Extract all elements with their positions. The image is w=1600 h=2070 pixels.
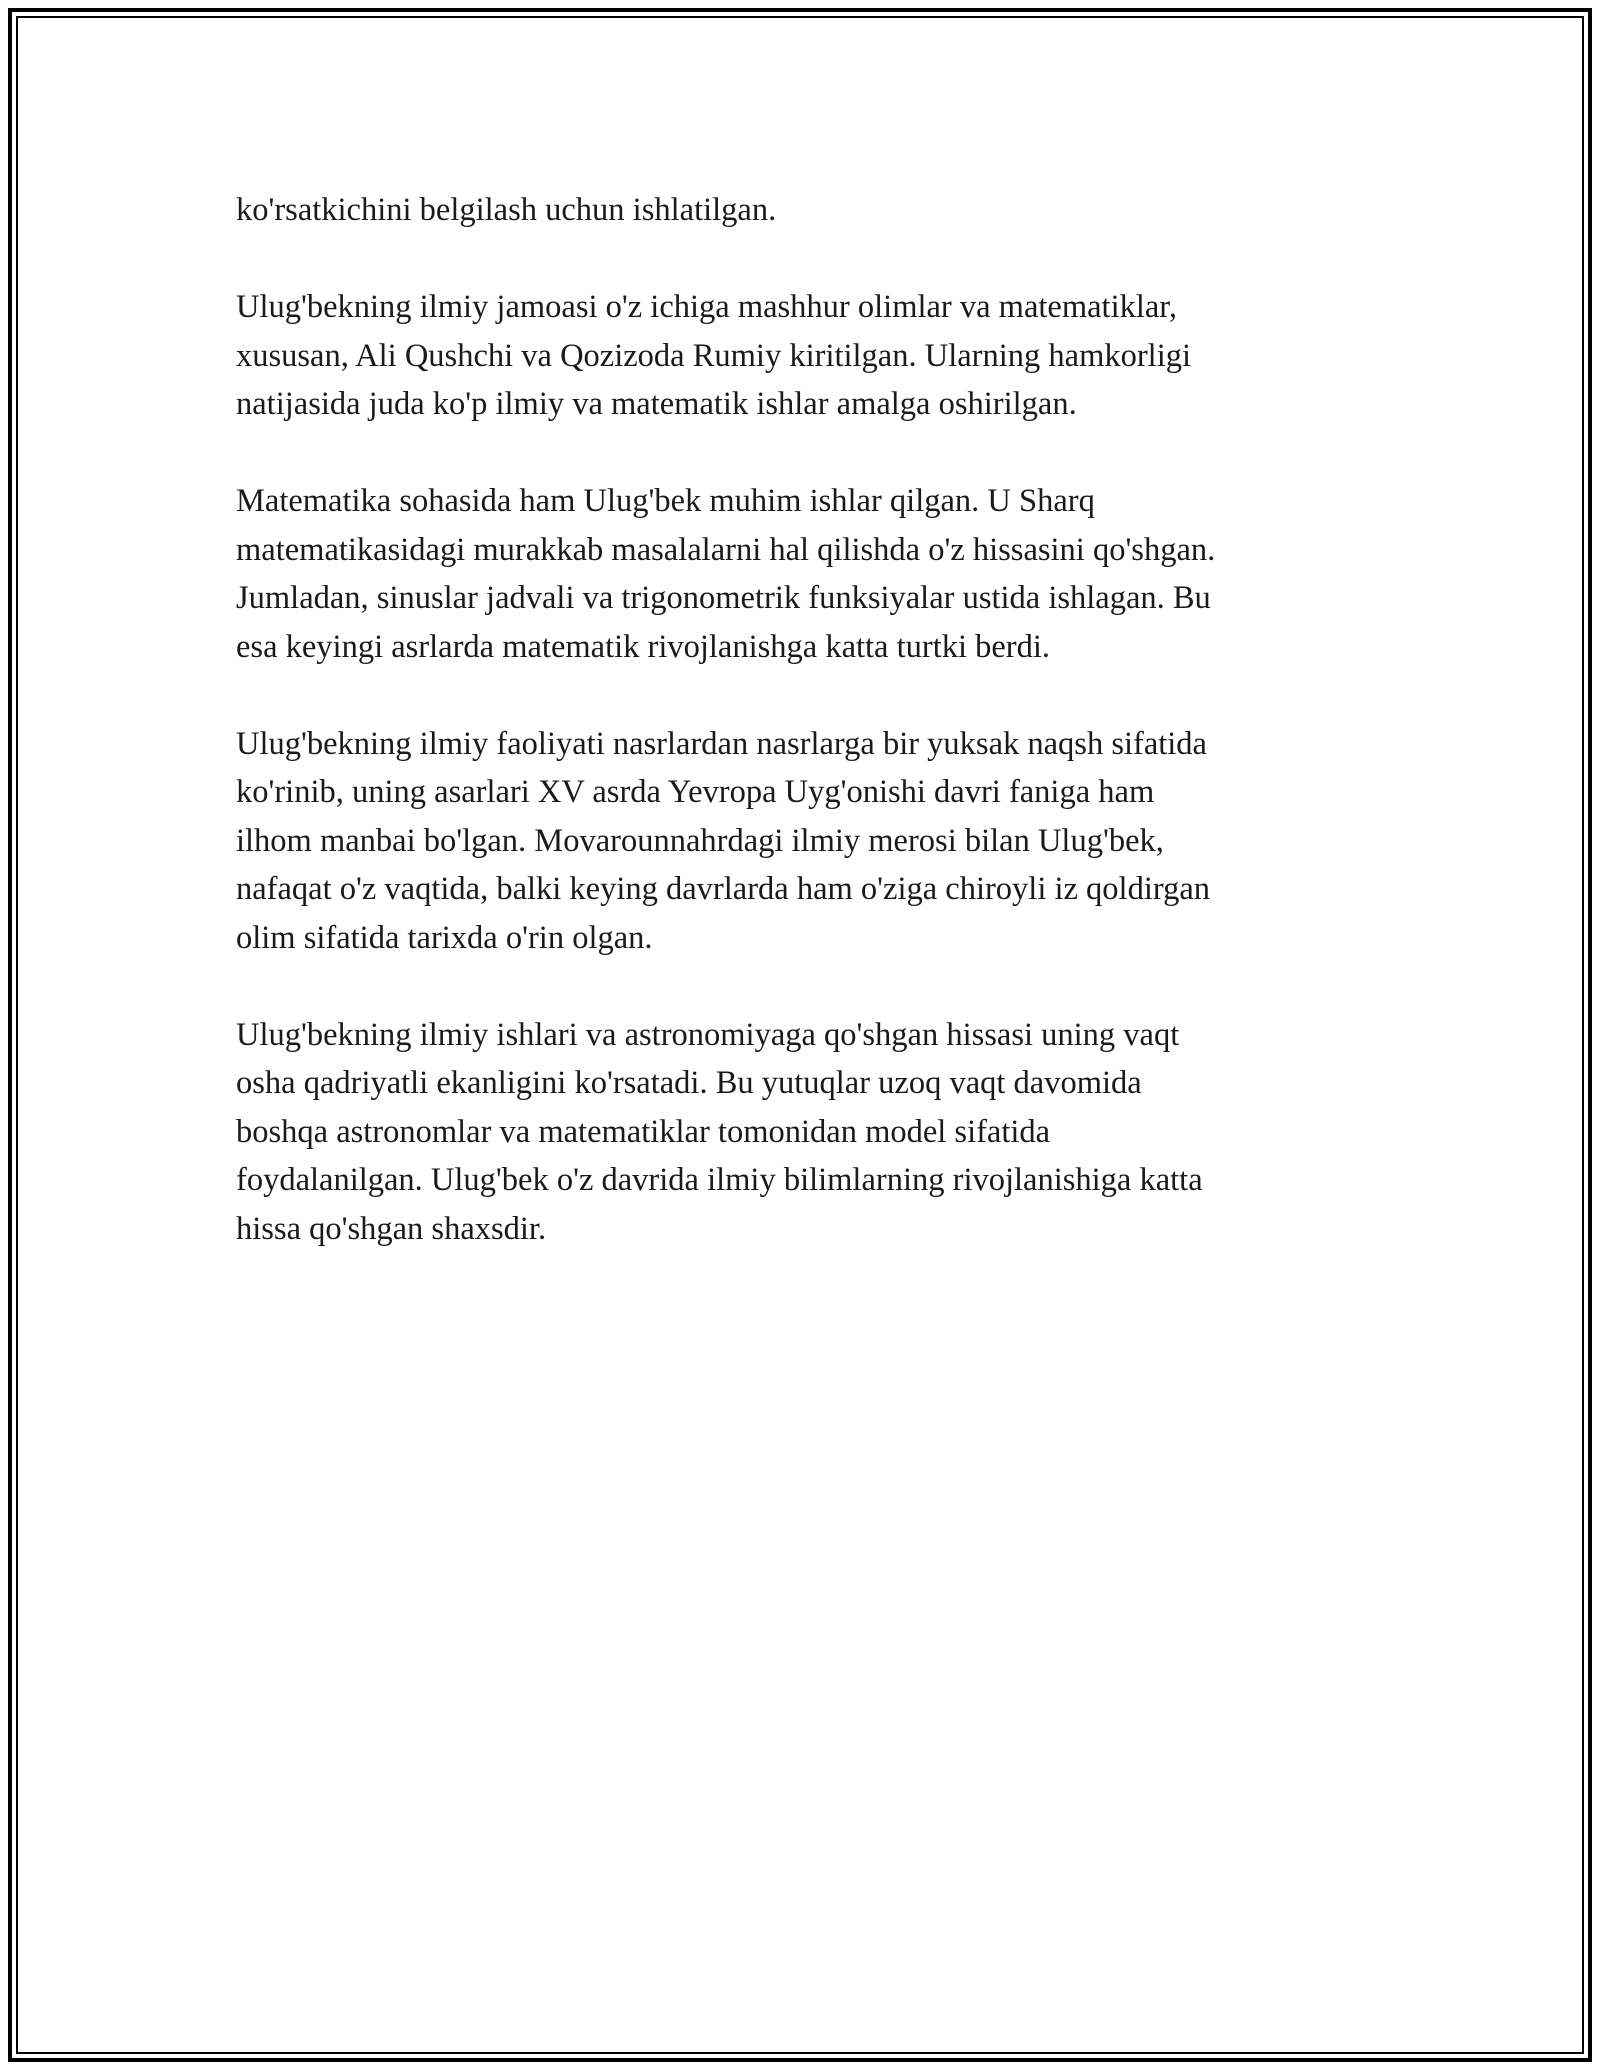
paragraph-3: Matematika sohasida ham Ulug'bek muhim ishlar qilgan. U Sharq matematikasidagi murakkab masalalarni hal qilishda o'z hissasini qo'shgan. Jumladan, sinuslar jadvali va trigonometrik funksiyalar ustida ishlagan. Bu esa keyingi asrlarda matematik rivojlanishga katta turtki berdi. xyxy=(236,483,1216,665)
paragraph-5: Ulug'bekning ilmiy ishlari va astronomiyaga qo'shgan hissasi uning vaqt osha qadriyatli ekanligini ko'rsatadi. Bu yutuqlar uzoq vaqt davomida boshqa astronomlar va matematiklar tomonidan model sifatida foydalanilgan. Ulug'bek o'z davrida ilmiy bilimlarning rivojlanishiga katta hissa qo'shgan shaxsdir. xyxy=(236,1016,1203,1247)
document-body xyxy=(236,186,1366,1302)
paragraph-1: ko'rsatkichini belgilash uchun ishlatilgan. xyxy=(236,192,777,228)
paragraph-2: Ulug'bekning ilmiy jamoasi o'z ichiga mashhur olimlar va matematiklar, xususan, Ali Qushchi va Qozizoda Rumiy kiritilgan. Ularning hamkorligi natijasida juda ko'p ilmiy va matematik ishlar amalga oshirilgan. xyxy=(236,289,1192,422)
paragraph-4: Ulug'bekning ilmiy faoliyati nasrlardan nasrlarga bir yuksak naqsh sifatida ko'rinib, uning asarlari XV asrda Yevropa Uyg'onishi davri faniga ham ilhom manbai bo'lgan. Movarounnahrdagi ilmiy merosi bilan Ulug'bek, nafaqat o'z vaqtida, balki keying davrlarda ham o'ziga chiroyli iz qoldirgan olim sifatida tarixda o'rin olgan. xyxy=(236,725,1211,956)
